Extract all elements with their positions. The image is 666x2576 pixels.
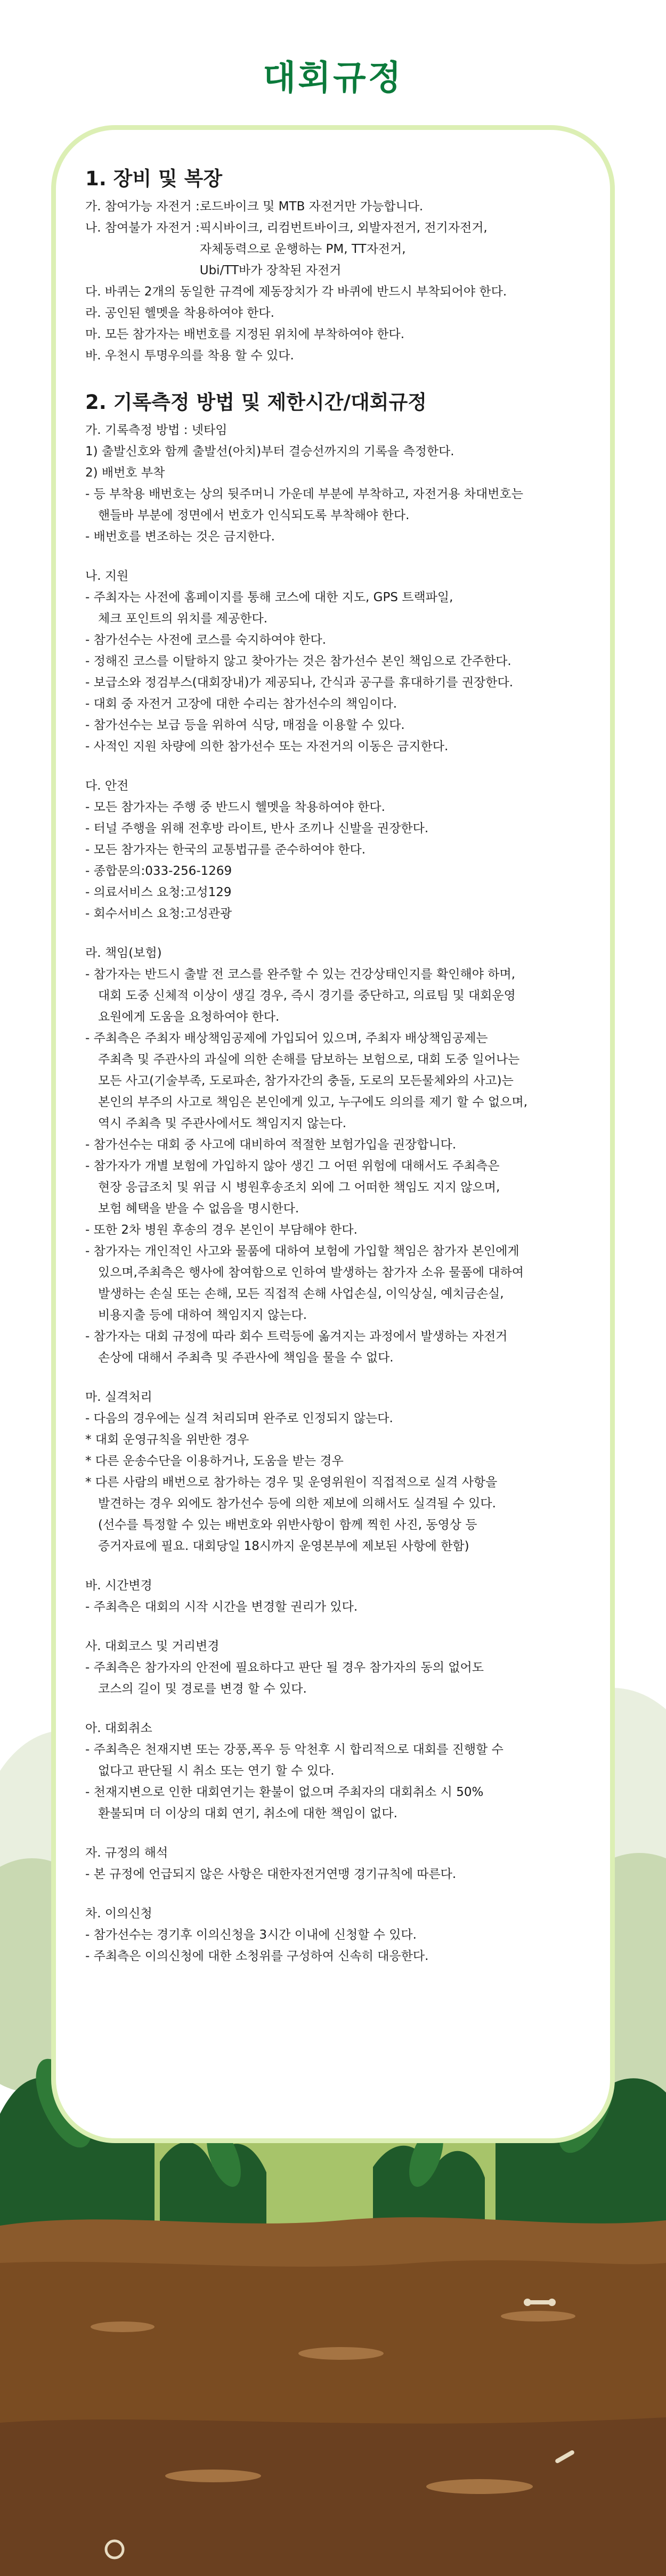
allowed-bikes-label: 가. 참여가능 자전거 :: [85, 200, 200, 214]
equipment-rule: 바. 우천시 투명우의를 착용 할 수 있다.: [85, 349, 294, 363]
rule-line: 발견하는 경우 외에도 참가선수 등에 의한 제보에 의해서도 실격될 수 있다.: [98, 1497, 496, 1511]
banned-bikes-value: 픽시바이크, 리컴번트바이크, 외발자전거, 전기자전거,: [199, 221, 488, 235]
rule-line: - 다음의 경우에는 실격 처리되며 완주로 인정되지 않는다.: [85, 1412, 393, 1425]
rule-line: 발생하는 손실 또는 손해, 모든 직접적 손해 사업손실, 이익상실, 예치금손실,: [98, 1287, 504, 1301]
rule-line: - 주최측은 대회의 시작 시간을 변경할 권리가 있다.: [85, 1600, 358, 1614]
subsection-title: 나. 지원: [85, 569, 129, 583]
rule-line: - 모든 참가자는 주행 중 반드시 헬멧을 착용하여야 한다.: [85, 800, 385, 814]
subsection-title: 차. 이의신청: [85, 1907, 152, 1921]
subsection-title: 마. 실격처리: [85, 1390, 152, 1404]
interpretation-subsection: [85, 1842, 591, 1885]
equipment-heading: 1. 장비 및 복장: [85, 167, 223, 190]
banned-bikes-row: [85, 217, 591, 281]
rule-line: - 주최측은 참가자의 안전에 필요하다고 판단 될 경우 참가자의 동의 없어도: [85, 1661, 484, 1675]
timing-section: [85, 389, 591, 1967]
cancellation-subsection: [85, 1718, 591, 1824]
rule-line: - 모든 참가자는 한국의 교통법규를 준수하여야 한다.: [85, 843, 366, 857]
banned-bikes-value: Ubi/TT바가 장착된 자전거: [199, 264, 342, 277]
rule-line: - 참가자는 개인적인 사고와 물품에 대하여 보험에 가입할 책임은 참가자 본인에게: [85, 1244, 519, 1258]
timing-heading: 2. 기록측정 방법 및 제한시간/대회규정: [85, 391, 427, 414]
rule-line: - 주최측은 주최자 배상책임공제에 가입되어 있으며, 주최자 배상책임공제는: [85, 1031, 488, 1045]
rule-line: 역시 주최측 및 주관사에서도 책임지지 않는다.: [98, 1117, 347, 1130]
rule-line: 본인의 부주의 사고로 책임은 본인에게 있고, 누구에도 의의를 제기 할 수 없으며,: [98, 1095, 528, 1109]
rule-line: * 대회 운영규칙을 위반한 경우: [85, 1433, 249, 1447]
rule-line: - 또한 2차 병원 후송의 경우 본인이 부담해야 한다.: [85, 1223, 358, 1237]
subsection-title: 바. 시간변경: [85, 1579, 152, 1593]
rule-line: - 등 부착용 배번호는 상의 뒷주머니 가운데 부분에 부착하고, 자전거용 차대번호는: [85, 487, 523, 501]
rule-line: - 참가선수는 대회 중 사고에 대비하여 적절한 보험가입을 권장합니다.: [85, 1138, 457, 1152]
rule-line: * 다른 운송수단을 이용하거나, 도움을 받는 경우: [85, 1454, 344, 1468]
course-change-subsection: [85, 1636, 591, 1700]
rule-line: - 참가자는 대회 규정에 따라 회수 트럭등에 옮겨지는 과정에서 발생하는 자전거: [85, 1330, 508, 1343]
subsection-title: 라. 책임(보험): [85, 946, 162, 960]
rule-line: - 종합문의:033-256-1269: [85, 864, 232, 878]
rule-line: - 주최자는 사전에 홈페이지를 통해 코스에 대한 지도, GPS 트랙파일,: [85, 590, 453, 604]
rule-line: 환불되며 더 이상의 대회 연기, 취소에 대한 책임이 없다.: [98, 1807, 397, 1820]
rule-line: 요원에게 도움을 요청하여야 한다.: [98, 1010, 280, 1024]
subsection-title: 아. 대회취소: [85, 1721, 152, 1735]
rule-line: - 대회 중 자전거 고장에 대한 수리는 참가선수의 책임이다.: [85, 697, 397, 711]
equipment-rule: 다. 바퀴는 2개의 동일한 규격에 제동장치가 각 바퀴에 반드시 부착되어야 한다.: [85, 285, 507, 299]
subsection-title: 사. 대회코스 및 거리변경: [85, 1639, 220, 1653]
equipment-rule: 마. 모든 참가자는 배번호를 지정된 위치에 부착하여야 한다.: [85, 327, 405, 341]
rule-line: 체크 포인트의 위치를 제공한다.: [98, 612, 268, 626]
rule-line: 코스의 길이 및 경로를 변경 할 수 있다.: [98, 1682, 307, 1696]
rule-line: 현장 응급조치 및 위급 시 병원후송조치 외에 그 어떠한 책임도 지지 않으며,: [98, 1180, 500, 1194]
rule-line: - 주최측은 이의신청에 대한 소청위를 구성하여 신속히 대응한다.: [85, 1949, 429, 1963]
banned-bikes-label: 나. 참여불가 자전거 :: [85, 221, 200, 235]
rule-line: - 배번호를 변조하는 것은 금지한다.: [85, 530, 275, 544]
equipment-section: [85, 165, 591, 366]
rule-line: - 참가선수는 보급 등을 위하여 식당, 매점을 이용할 수 있다.: [85, 718, 405, 732]
time-change-subsection: [85, 1575, 591, 1618]
rule-line: - 참가선수는 사전에 코스를 숙지하여야 한다.: [85, 633, 327, 647]
rule-line: 없다고 판단될 시 취소 또는 연기 할 수 있다.: [98, 1764, 335, 1778]
allowed-bikes-row: [85, 196, 591, 217]
rule-line: 보험 혜택을 받을 수 없음을 명시한다.: [98, 1202, 299, 1216]
rule-line: 주최측 및 주관사의 과실에 의한 손해를 담보하는 보험으로, 대회 도중 일어나는: [98, 1053, 520, 1067]
rule-line: - 천재지변으로 인한 대회연기는 환불이 없으며 주최자의 대회취소 시 50%: [85, 1785, 484, 1799]
allowed-bikes-values: [200, 196, 424, 217]
rule-line: - 참가선수는 경기후 이의신청을 3시간 이내에 신청할 수 있다.: [85, 1928, 417, 1942]
rule-line: 모든 사고(기술부족, 도로파손, 참가자간의 충돌, 도로의 모든물체와의 사고)는: [98, 1074, 514, 1088]
rule-line: - 의료서비스 요청:고성129: [85, 885, 232, 899]
rule-line: - 보급소와 정검부스(대회장내)가 제공되나, 간식과 공구를 휴대하기를 권장한다.: [85, 676, 514, 690]
rule-line: 2) 배번호 부착: [85, 466, 165, 480]
banned-bikes-values: [200, 217, 488, 281]
objection-subsection: [85, 1903, 591, 1967]
rules-content: [85, 165, 591, 1989]
rule-line: (선수를 특정할 수 있는 배번호와 위반사항이 함께 찍힌 사진, 동영상 등: [98, 1518, 477, 1532]
rule-line: 증거자료에 필요. 대회당일 18시까지 운영본부에 제보된 사항에 한함): [98, 1539, 469, 1553]
page-title: 대회규정: [263, 59, 403, 98]
rule-line: 대회 도중 신체적 이상이 생길 경우, 즉시 경기를 중단하고, 의료팀 및 대회운영: [98, 989, 516, 1003]
rule-line: - 회수서비스 요청:고성관광: [85, 907, 232, 921]
soil-ground: [0, 2217, 666, 2576]
rule-line: - 주최측은 천재지변 또는 강풍,폭우 등 악천후 시 합리적으로 대회를 진행할 수: [85, 1743, 503, 1757]
rule-line: * 다른 사람의 배번으로 참가하는 경우 및 운영위원이 직접적으로 실격 사항을: [85, 1475, 498, 1489]
allowed-bikes-value: 로드바이크 및 MTB 자전거만 가능합니다.: [199, 200, 424, 214]
rule-line: - 본 규정에 언급되지 않은 사항은 대한자전거연맹 경기규칙에 따른다.: [85, 1867, 457, 1881]
rule-line: - 참가자는 반드시 출발 전 코스를 완주할 수 있는 건강상태인지를 확인해야 하며,: [85, 967, 516, 981]
equipment-rule: 라. 공인된 헬멧을 착용하여야 한다.: [85, 306, 274, 320]
rule-line: 비용지출 등에 대하여 책임지지 않는다.: [98, 1308, 307, 1322]
disqualification-subsection: [85, 1387, 591, 1557]
rule-line: 있으며,주최측은 행사에 참여함으로 인하여 발생하는 참가자 소유 물품에 대하여: [98, 1266, 524, 1279]
rule-line: 1) 출발신호와 함께 출발선(아치)부터 결승선까지의 기록을 측정한다.: [85, 445, 454, 458]
banned-bikes-value: 자체동력으로 운행하는 PM, TT자전거,: [199, 242, 406, 256]
rule-line: - 사적인 지원 차량에 의한 참가선수 또는 자전거의 이동은 금지한다.: [85, 740, 449, 753]
rule-line: - 터널 주행을 위해 전후방 라이트, 반사 조끼나 신발을 권장한다.: [85, 822, 429, 835]
rule-line: - 참가자가 개별 보험에 가입하지 않아 생긴 그 어떤 위험에 대해서도 주최측은: [85, 1159, 500, 1173]
rule-line: 손상에 대해서 주최측 및 주관사에 책임을 물을 수 없다.: [98, 1351, 394, 1365]
rule-line: - 정해진 코스를 이탈하지 않고 찾아가는 것은 참가선수 본인 책임으로 간주한다.: [85, 654, 511, 668]
liability-subsection: [85, 942, 591, 1368]
subsection-title: 다. 안전: [85, 779, 129, 793]
safety-subsection: [85, 775, 591, 924]
timing-method: [85, 420, 591, 547]
support-subsection: [85, 565, 591, 757]
rule-line: 가. 기록측정 방법 : 넷타임: [85, 423, 228, 437]
subsection-title: 자. 규정의 해석: [85, 1846, 168, 1860]
rule-line: 핸들바 부분에 정면에서 번호가 인식되도록 부착해야 한다.: [98, 508, 410, 522]
